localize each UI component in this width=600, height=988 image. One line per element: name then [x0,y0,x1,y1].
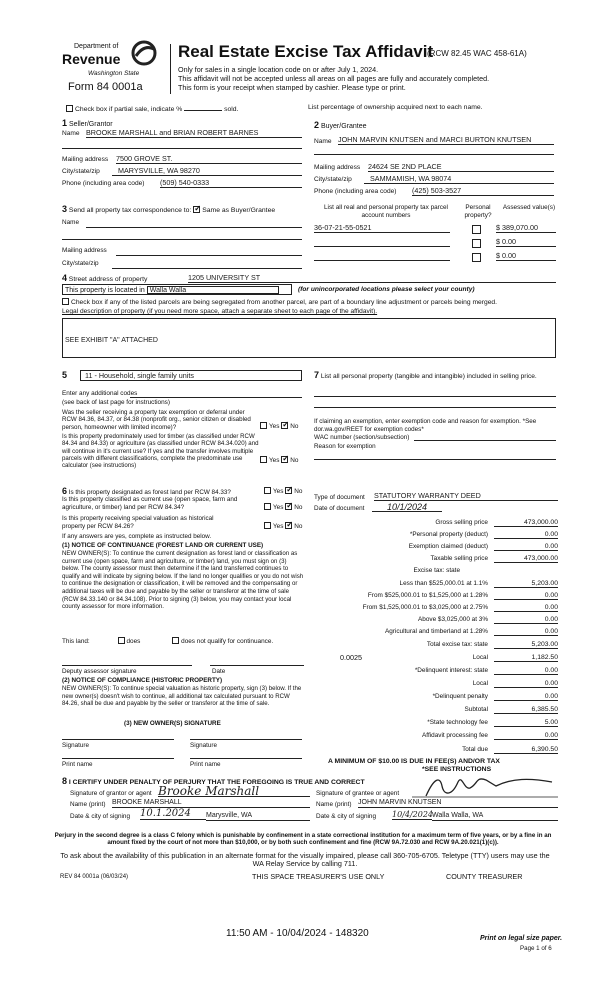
tax-row-value[interactable]: 1,182.50 [494,654,558,662]
doc-type-field[interactable]: STATUTORY WARRANTY DEED [374,492,558,501]
seller-num: 1 [62,118,68,128]
corr-city-label: City/state/zip [62,260,99,267]
tax-row-label: Less than $525,000.01 at 1.1% [399,580,488,587]
parcel-table [314,204,556,270]
historic-no-checkbox[interactable] [285,522,292,529]
state-label: Washington State [88,70,140,77]
segregated-checkbox[interactable] [62,298,69,305]
dor-logo [60,40,172,98]
deputy-label: Deputy assessor signature [62,668,137,675]
tax-row-value[interactable]: 0.00 [494,732,558,740]
perjury-text: Perjury in the second degree is a class C felony which is punishable by confinement in a state correctional institution for a maximum term of five years, or by a fine in an amount fixed by the court of not more than $10,000, or by both such confinement and fine (RCW 9A.72.030 and RCW 9A.20.021(1)(c)). [54,832,552,847]
rev-number: REV 84 0001a (06/03/24) [60,874,129,880]
historic-question: Is this property receiving special valuation as historical property per RCW 84.26? [62,515,214,530]
q2-yes-checkbox[interactable] [260,456,267,463]
owner-sig-label-2: Signature [190,742,217,749]
current-use-question: Is this property classified as current use (open space, farm and agriculture, or timber) land per RCW 84.34? [62,496,238,511]
sec8-num: 8 [62,776,68,786]
tax-row-value[interactable]: 0.00 [494,616,558,624]
corr-name-field[interactable] [86,227,302,228]
legal-desc-label: Legal description of property (if you need more space, attach a separate sheet to each page of the affidavit). [62,308,378,315]
this-land-label: This land: [62,638,90,645]
treasurer-use: THIS SPACE TREASURER'S USE ONLY [252,872,385,881]
tax-row-label: Local [472,654,488,661]
corr-name-label: Name [62,219,80,226]
historic-no-label: No [294,523,303,530]
tax-row-label: Local [472,680,488,687]
tax-row-label: From $1,525,000.01 to $3,025,000 at 2.75% [362,604,488,611]
deputy-signature-field[interactable] [62,665,192,666]
tax-row-label: Subtotal [464,706,488,713]
grantee-date-row [316,810,558,821]
section6 [62,486,310,806]
personal-property-field-2[interactable] [314,407,556,408]
alt-format-notice: To ask about the availability of this publication in an alternate format for the visually impaired, please call 360-705-6705. Teletype (TTY) users may use the WA Relay Service by calling 711. [60,851,550,868]
parcel-account-field[interactable] [314,252,450,261]
current-use-no-label: No [294,504,303,511]
page-number: Page 1 of 6 [520,945,552,952]
tax-row-value[interactable]: 0.00 [494,693,558,701]
q2-yes-label: Yes [269,457,280,464]
grantee-city-field[interactable]: Walla Walla, WA [432,812,558,821]
sec6-num: 6 [62,486,68,496]
corr-mail-label: Mailing address [62,247,107,254]
buyer-city-field[interactable]: SAMMAMISH, WA 98074 [364,175,554,184]
grantee-sig-row [316,790,558,798]
forest-no-checkbox[interactable] [285,487,292,494]
grantee-signature[interactable] [412,776,558,798]
section5 [62,370,307,482]
notice1-text: NEW OWNER(S): To continue the current designation as forest land or classification as current use (open space, farm and agriculture, or timber) land, you must sign on (3) below. The county assessor must then determine if the land transferred continues to qualify and will indicate by signing below. If the land no longer qualifies or you do not wish to continue the designation or classification, it will be removed and the compensating or additional taxes will be due and payable by the seller or transferor at the time of sale (RCW 84.33.140 or 84.34.108). Prior to signing (3) below, you may contact your local county assessor for more information. [62,550,304,611]
notice2-text: NEW OWNER(S): To continue special valuation as historic property, sign (3) below. If the new owner(s) doesn't wish to continue, all additional tax calculated pursuant to RCW 84.26, shall be due and payable by the seller or transferor at the time of sale. [62,685,302,708]
this-land-row [62,637,304,646]
street-label: Street address of property [68,276,148,283]
tax-row-label: Exemption claimed (deduct) [408,543,488,550]
county-row [62,284,556,296]
partial-sale-checkbox[interactable] [66,105,73,112]
tax-row-value[interactable]: 5.00 [494,719,558,727]
header-line-3: This form is your receipt when stamped by cashier. Please type or print. [178,83,406,92]
tax-row-value[interactable]: 0.00 [494,680,558,688]
doc-date-field[interactable]: 10/1/2024 [372,502,442,512]
timber-question: Is this property predominately used for timber (as classified under RCW 84.34 and 84.33) or agriculture (as classified under RCW 84.34.020) and will continue in it's current use? If yes and the transfer involves multiple parcels with different classifications, complete the predominate use calculator (see instructions) [62,433,259,470]
header-line-2: This affidavit will not be accepted unless all areas on all pages are fully and accurately completed. [178,74,490,83]
minimum-due-note: A MINIMUM OF $10.00 IS DUE IN FEE(S) AND/OR TAX [328,758,500,765]
corr-mail-field[interactable] [116,255,302,256]
owner-print-label-2: Print name [190,761,221,768]
seller-city-field[interactable]: MARYSVILLE, WA 98270 [112,167,302,176]
legal-description-field[interactable] [62,318,556,358]
partial-percent-field[interactable] [184,104,222,111]
same-as-buyer-checkbox[interactable] [193,206,200,213]
parcel-row [314,238,556,250]
exemption-yes-no [260,422,298,431]
forest-yes-label: Yes [273,488,284,495]
header-divider [170,44,171,94]
grantor-name-label: Name (print) [70,801,106,808]
seller-mail-label: Mailing address [62,156,109,163]
see-instructions-note: *SEE INSTRUCTIONS [422,766,492,773]
addl-codes-label: Enter any additional codes [62,390,138,397]
tax-row-value[interactable]: 0.00 [494,543,558,551]
q1-no-label: No [290,423,299,430]
owner-print-label: Print name [62,761,93,768]
buyer-name-label: Name [314,138,332,145]
current-use-yes-no [264,503,302,512]
segregated-row [62,298,556,307]
wac-field[interactable] [414,440,556,441]
tax-row-label: Agricultural and timberland at 1.28% [384,628,488,635]
current-use-yes-checkbox[interactable] [264,503,271,510]
buyer-num: 2 [314,120,320,130]
q1-yes-checkbox[interactable] [260,422,267,429]
tax-row-label: *Personal property (deduct) [409,531,488,538]
form-number: Form 84 0001a [68,81,143,93]
grantee-name-label: Name (print) [316,801,352,808]
buyer-section [314,118,554,218]
dept-of-label: Department of [74,43,119,50]
tax-row-value[interactable]: 0.00 [494,628,558,636]
tax-row-label: *State technology fee [427,719,488,726]
street-num: 4 [62,273,68,283]
tax-row-label: Gross selling price [435,519,488,526]
partial-sale-label: Check box if partial sale, indicate % [75,106,183,113]
header-line-1: Only for sales in a single location code on or after July 1, 2024. [178,65,379,74]
legal-paper-note: Print on legal size paper. [480,935,563,942]
seller-name-label: Name [62,130,80,137]
tax-row-label: Above $3,025,000 at 3% [418,616,488,623]
forest-yes-checkbox[interactable] [264,487,271,494]
tax-row-value[interactable]: 5,203.00 [494,580,558,588]
grantor-date-label: Date & city of signing [70,813,131,820]
does-not-label: does not qualify for continuance. [181,638,274,645]
does-checkbox[interactable] [118,637,125,644]
grantor-date-field[interactable]: 10.1.2024 [140,808,206,820]
exemption-question: Was the seller receiving a property tax exemption or deferral under RCW 84.36, 84.37, or 84.38 (nonprofit org., senior citizen or disabled person, homeowner with limited income)? [62,409,251,431]
same-as-buyer-label: Same as Buyer/Grantee [202,207,276,214]
owner-signature-field[interactable] [62,739,174,740]
seller-section [62,118,302,218]
doc-type-label: Type of document [314,494,365,501]
owner-signature-field-2[interactable] [190,739,302,740]
buyer-mail-label: Mailing address [314,164,361,171]
seller-name-line-2[interactable] [62,148,302,149]
tax-row-value[interactable]: 473,000.00 [494,555,558,563]
seller-name-field[interactable]: BROOKE MARSHALL and BRIAN ROBERT BARNES [86,129,302,138]
addl-codes-field[interactable] [130,397,302,398]
legal-description-text: SEE EXHIBIT "A" ATTACHED [65,337,158,344]
county-note: (for unincorporated locations please select your county) [298,286,475,293]
parcel-head-personal: Personal property? [464,204,492,219]
tax-row-label: Affidavit processing fee [422,732,488,739]
buyer-name-line-2[interactable] [314,154,554,155]
correspondence-section [62,204,307,270]
parcel-account-field[interactable] [314,238,450,247]
ownership-note: List percentage of ownership acquired next to each name. [308,104,483,111]
grantee-date-label: Date & city of signing [316,813,377,820]
tax-row-label: Taxable selling price [430,555,488,562]
personal-property-field[interactable] [314,396,556,397]
grantor-date-row [70,808,310,821]
forest-no-label: No [294,488,303,495]
certify-statement: I CERTIFY UNDER PENALTY OF PERJURY THAT THE FOREGOING IS TRUE AND CORRECT [68,779,365,786]
tax-row-value[interactable]: 0.00 [494,592,558,600]
sec7-num: 7 [314,370,320,380]
historic-yes-checkbox[interactable] [264,522,271,529]
does-label: does [126,638,141,645]
segregated-label: Check box if any of the listed parcels are being segregated from another parcel, are part of a boundary line adjustment or parcels being merged. [71,299,498,306]
addl-codes-note: (see back of last page for instructions) [62,399,170,406]
buyer-city-label: City/state/zip [314,176,352,183]
buyer-mail-field[interactable]: 24624 SE 2ND PLACE [368,163,554,172]
q1-yes-label: Yes [269,423,280,430]
seller-heading: Seller/Grantor [68,121,113,128]
deputy-date-field[interactable] [210,665,304,666]
parcel-row [314,252,556,264]
revenue-wordmark: Revenue [62,51,121,67]
sold-label: sold. [224,106,239,113]
notice1-heading: (1) NOTICE OF CONTINUANCE (FOREST LAND OR CURRENT USE) [62,542,264,549]
sec5-num: 5 [62,370,68,380]
corr-city-field[interactable] [112,268,302,269]
doc-type-row [314,491,558,502]
tax-row-value[interactable]: 0.00 [494,604,558,612]
tax-calculation [314,491,558,806]
owner-print-field-2[interactable] [190,758,302,759]
current-use-yes-label: Yes [273,504,284,511]
forest-yes-no [264,487,302,496]
timber-yes-no [260,456,298,465]
wac-label: WAC number (section/subsection) [314,434,410,441]
cashier-stamp: 11:50 AM - 10/04/2024 - 148320 [226,928,369,939]
county-treasurer: COUNTY TREASURER [446,872,523,881]
grantee-name-row [316,801,558,809]
if-yes-note: If any answers are yes, complete as instructed below. [62,533,212,540]
form-title: Real Estate Excise Tax Affidavit [178,42,434,61]
county-box [62,284,292,295]
seller-phone-field[interactable]: (509) 540-0333 [160,179,302,188]
historic-yes-no [264,522,302,531]
parcel-value-field[interactable]: $ 389,070.00 [496,224,556,233]
tax-row-label: *Delinquent penalty [432,693,488,700]
tax-row-label: *Delinquent interest: state [414,667,488,674]
parcel-personal-checkbox[interactable] [472,253,481,262]
parcel-row [314,224,556,236]
tax-row-value[interactable]: 0.00 [494,667,558,675]
new-owner-heading: (3) NEW OWNER(S) SIGNATURE [124,720,221,727]
grantee-name-field[interactable]: JOHN MARVIN KNUTSEN [358,799,558,808]
parcel-account-field[interactable]: 36-07-21-55-0521 [314,224,450,233]
tax-row-value[interactable]: 5,203.00 [494,641,558,649]
tax-row-value[interactable]: 0.00 [494,531,558,539]
tax-row-label: Total excise tax: state [426,641,488,648]
doc-date-row [314,502,558,513]
grantor-city-field[interactable]: Marysville, WA [206,812,310,821]
notice2-heading: (2) NOTICE OF COMPLIANCE (HISTORIC PROPERTY) [62,677,223,684]
tax-row-value[interactable]: 6,390.50 [494,746,558,754]
current-use-no-checkbox[interactable] [285,503,292,510]
grantor-signature[interactable]: Brooke Marshall [158,784,310,797]
owner-print-field[interactable] [62,758,174,759]
q1-no-checkbox[interactable] [281,422,288,429]
q2-no-checkbox[interactable] [281,456,288,463]
street-address-row [62,273,556,284]
partial-sale-row [66,104,238,114]
seller-mail-field[interactable]: 7500 GROVE ST. [116,155,302,164]
tax-row-label: Excise tax: state [413,567,460,574]
use-code-select[interactable]: 11 - Household, single family units [80,370,302,381]
tax-row-label: From $525,000.01 to $1,525,000 at 1.28% [367,592,488,599]
county-label: This property is located in [65,287,145,294]
reason-field[interactable] [314,459,556,460]
parcel-value-field[interactable]: $ 0.00 [496,252,556,261]
section7 [314,370,556,466]
historic-yes-label: Yes [273,523,284,530]
doc-date-label: Date of document [314,505,365,512]
street-address-field[interactable]: 1205 UNIVERSITY ST [188,274,556,283]
exemption-claim-label: If claiming an exemption, enter exemption code and reason for exemption. *See dor.wa.gov/REET for exemption codes* [314,418,537,433]
seller-phone-label: Phone (including area code) [62,180,145,187]
corr-name-field-2[interactable] [62,239,302,240]
sec7-label: List all personal property (tangible and intangible) included in selling price. [320,373,537,380]
buyer-phone-field[interactable]: (425) 503-3527 [412,187,554,196]
grantee-sig-label: Signature of grantee or agent [316,790,400,797]
tax-row-value[interactable]: 473,000.00 [494,519,558,527]
rcw-reference: (RCW 82.45 WAC 458-61A) [427,49,527,58]
section8 [62,776,558,830]
q2-no-label: No [290,457,299,464]
grantor-sig-label: Signature of grantor or agent [70,790,152,797]
tax-row-value[interactable]: 6,385.50 [494,706,558,714]
seller-city-label: City/state/zip [62,168,100,175]
parcel-head-account: List all real and personal property tax parcel account numbers [324,204,448,219]
parcel-personal-checkbox[interactable] [472,239,481,248]
corr-num: 3 [62,204,68,214]
deputy-date-label: Date [212,668,226,675]
buyer-heading: Buyer/Grantee [320,123,367,130]
parcel-value-field[interactable]: $ 0.00 [496,238,556,247]
buyer-name-field[interactable]: JOHN MARVIN KNUTSEN and MARCI BURTON KNUTSEN [338,136,554,145]
buyer-phone-label: Phone (including area code) [314,188,397,195]
dor-emblem-icon [130,40,158,66]
corr-label: Send all property tax correspondence to: [68,207,192,214]
owner-sig-label: Signature [62,742,89,749]
grantee-date-field[interactable]: 10/4/2024 [392,810,434,819]
county-select[interactable]: Walla Walla [147,286,279,294]
grantor-sig-row [70,784,310,798]
reason-label: Reason for exemption [314,443,376,450]
parcel-head-assessed: Assessed value(s) [502,204,556,211]
local-rate: 0.0025 [340,653,362,662]
parcel-personal-checkbox[interactable] [472,225,481,234]
grantor-name-field[interactable]: BROOKE MARSHALL [112,799,310,808]
tax-row-label: Total due [462,746,488,753]
forest-question: Is this property designated as forest land per RCW 84.33? [68,489,231,496]
perjury-notice [46,832,560,847]
does-not-checkbox[interactable] [172,637,179,644]
